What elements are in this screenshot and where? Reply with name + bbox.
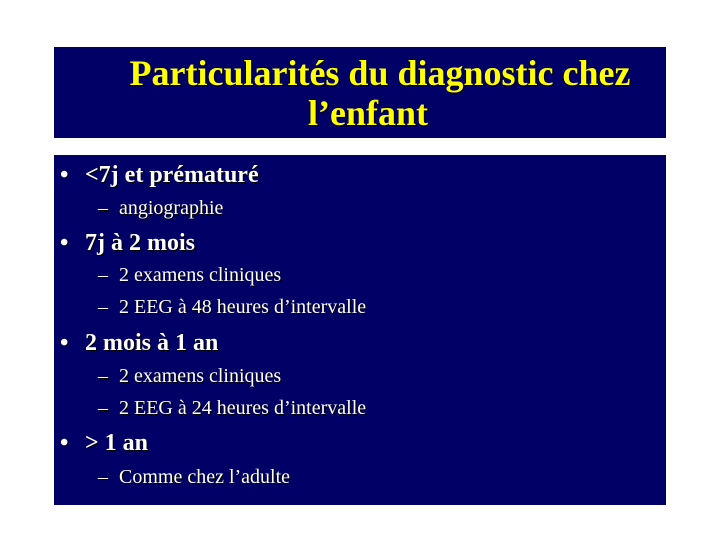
slide-body xyxy=(54,155,666,505)
sub-dash: – xyxy=(98,197,108,219)
sub-label: 2 examens cliniques xyxy=(119,264,282,286)
sub-dash: – xyxy=(98,365,108,387)
sub-label: 2 examens cliniques xyxy=(119,365,282,387)
bullet-marker: • xyxy=(60,430,69,456)
bullet-marker: • xyxy=(60,230,69,256)
slide-title xyxy=(54,47,666,138)
sub-dash: – xyxy=(98,466,108,488)
sub-label: 2 EEG à 48 heures d’intervalle xyxy=(119,296,367,318)
slide-title-line-2: l’enfant xyxy=(308,92,428,133)
bullet-label: <7j et prématuré xyxy=(85,162,259,188)
sub-dash: – xyxy=(98,296,108,318)
sub-label: angiographie xyxy=(119,197,224,219)
sub-dash: – xyxy=(98,264,108,286)
bullet-label: > 1 an xyxy=(85,430,149,456)
bullet-marker: • xyxy=(60,330,69,356)
sub-dash: – xyxy=(98,397,108,419)
bullet-label: 2 mois à 1 an xyxy=(85,330,219,356)
slide-title-line-1: Particularités du diagnostic chez xyxy=(129,52,631,93)
bullet-label: 7j à 2 mois xyxy=(85,230,195,256)
sub-label: Comme chez l’adulte xyxy=(119,466,291,488)
sub-label: 2 EEG à 24 heures d’intervalle xyxy=(119,397,367,419)
bullet-marker: • xyxy=(60,162,69,188)
